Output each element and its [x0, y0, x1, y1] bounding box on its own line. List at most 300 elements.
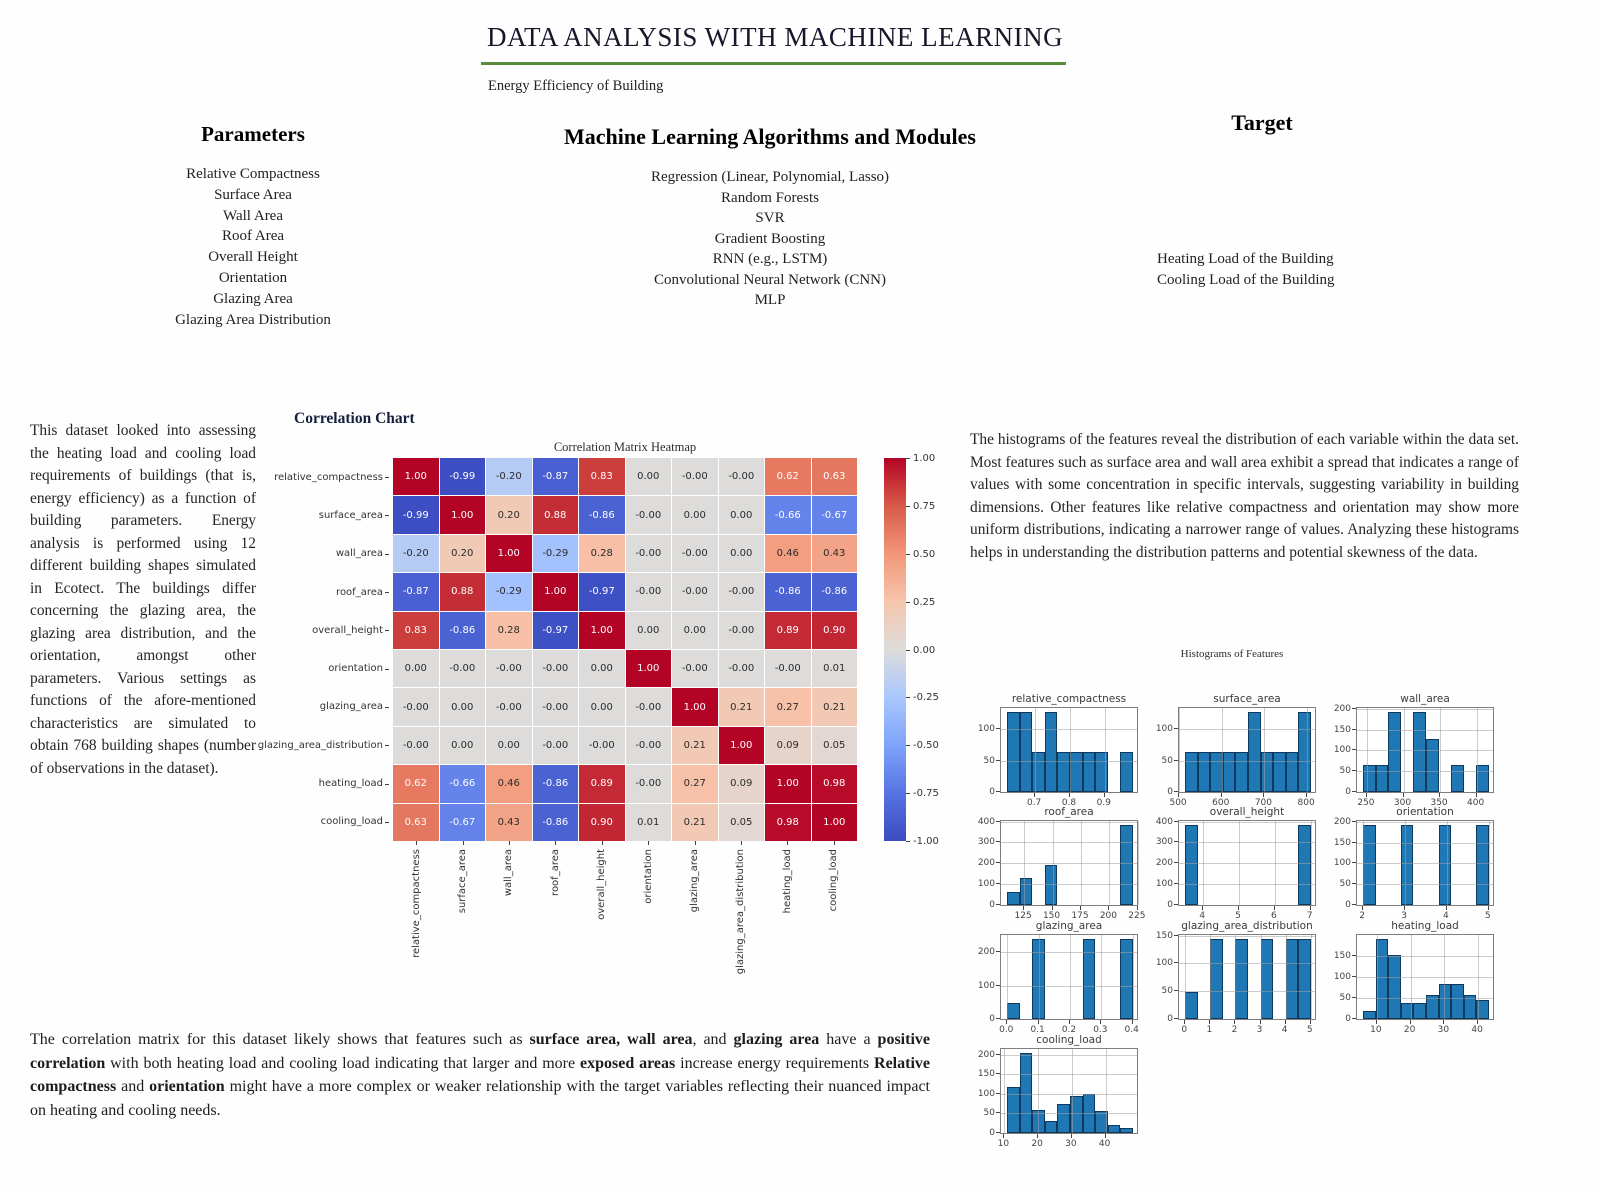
y-tick-label: 100 [1333, 858, 1351, 869]
gridline-vertical [1106, 1049, 1107, 1133]
axis-tick [1174, 883, 1178, 884]
heatmap-cell: -0.00 [719, 650, 765, 687]
x-tick-label: 225 [1128, 911, 1146, 921]
axis-tick [996, 985, 1000, 986]
gridline-horizontal [1357, 771, 1493, 772]
gridline-horizontal [1179, 991, 1315, 992]
axis-tick [1404, 906, 1405, 910]
axis-tick [996, 904, 1000, 905]
y-tick-label: 50 [1339, 879, 1351, 890]
heatmap-cell: -0.00 [440, 650, 486, 687]
histogram-bar [1007, 1003, 1020, 1019]
heatmap-cell: 0.43 [812, 535, 858, 572]
histogram-bar [1223, 752, 1236, 792]
histogram-bar [1120, 825, 1133, 905]
axis-tick [1477, 1020, 1478, 1024]
colorbar-tick [906, 841, 910, 842]
heatmap-cell: 0.21 [672, 804, 718, 841]
axis-tick [1238, 906, 1239, 910]
y-tick-label: 200 [977, 858, 995, 869]
axis-tick [1310, 1020, 1311, 1024]
heatmap-cell: -0.00 [765, 650, 811, 687]
x-tick-label: 5 [1235, 911, 1241, 921]
heatmap-cell: -0.97 [579, 573, 625, 610]
x-tick-label: 2 [1231, 1025, 1238, 1035]
histogram-bar [1020, 878, 1033, 905]
parameter-item: Glazing Area Distribution [175, 311, 331, 328]
y-tick-label: 0 [989, 787, 995, 797]
gridline-vertical [1133, 935, 1134, 1019]
histograms-figure [960, 640, 1598, 1194]
heatmap-cell: -0.20 [486, 458, 532, 495]
y-tick-label: 100 [1333, 972, 1351, 982]
x-tick-label: 1 [1206, 1025, 1213, 1035]
axis-tick [1104, 793, 1105, 797]
axis-tick [1071, 1134, 1072, 1138]
histogram-bar [1286, 939, 1299, 1019]
histogram-bar [1413, 712, 1426, 792]
axis-tick [1403, 793, 1404, 797]
x-tick-label: 600 [1212, 798, 1230, 808]
y-tick-label: 50 [1339, 766, 1351, 777]
heatmap-column-label-text: wall_area [503, 849, 515, 897]
axis-tick [1443, 1020, 1444, 1024]
heatmap-cell: 1.00 [626, 650, 672, 687]
axis-tick [385, 515, 389, 516]
heatmap-cell: 0.00 [486, 727, 532, 764]
heatmap-cell: 0.28 [486, 612, 532, 649]
gridline-horizontal [1179, 884, 1315, 885]
axis-tick [1174, 760, 1178, 761]
axis-tick [996, 791, 1000, 792]
gridline-horizontal [1179, 963, 1315, 964]
axis-tick [555, 841, 556, 845]
axis-tick [1310, 906, 1311, 910]
axis-tick [1410, 1020, 1411, 1024]
heatmap-cell: 0.05 [719, 804, 765, 841]
axis-tick [1003, 1134, 1004, 1138]
heatmap-cell: -0.00 [626, 765, 672, 802]
axis-tick [996, 862, 1000, 863]
colorbar-tick [906, 793, 910, 794]
histogram-bar [1261, 939, 1274, 1019]
x-tick-label: 200 [1099, 911, 1117, 921]
axis-tick [741, 841, 742, 845]
heatmap-cell: 1.00 [812, 804, 858, 841]
gridline-vertical [1447, 821, 1448, 905]
histogram-bar [1439, 825, 1452, 905]
gridline-vertical [1138, 821, 1139, 905]
x-tick-label: 0.8 [1061, 798, 1077, 808]
heatmap-column-label-text: roof_area [549, 849, 561, 896]
histogram-bar [1057, 1104, 1070, 1133]
heatmap-column-label [625, 849, 671, 994]
heatmap-cell: 0.05 [812, 727, 858, 764]
gridline-vertical [1109, 821, 1110, 905]
colorbar-tick [906, 602, 910, 603]
gridline-horizontal [1001, 1074, 1137, 1075]
y-tick-label: 200 [1333, 703, 1351, 714]
x-tick-label: 7 [1306, 911, 1313, 921]
histogram-bar [1413, 1003, 1426, 1019]
heatmap-cell: -0.67 [812, 496, 858, 533]
page-title: DATA ANALYSIS WITH MACHINE LEARNING [487, 22, 1064, 52]
gridline-vertical [1101, 935, 1102, 1019]
histogram-title: cooling_load [1036, 1034, 1102, 1046]
algorithm-item: RNN (e.g., LSTM) [712, 251, 828, 267]
heatmap-cell: -0.00 [533, 688, 579, 725]
heatmap-row-label: heating_load [318, 778, 383, 790]
gridline-vertical [1444, 935, 1445, 1019]
histogram-bar [1198, 752, 1211, 792]
histogram-bar [1286, 752, 1299, 792]
heatmap-row-label: glazing_area [319, 701, 383, 713]
axis-tick [1174, 962, 1178, 963]
histogram-plot [1356, 934, 1494, 1020]
heatmap-cell: 0.90 [812, 612, 858, 649]
heatmap-cell: 1.00 [440, 496, 486, 533]
y-tick-label: 0 [989, 1014, 995, 1024]
emphasized-text: exposed areas [580, 1054, 676, 1072]
histogram-plot [1356, 707, 1494, 793]
heatmap-cell: 0.63 [393, 804, 439, 841]
dataset-description: This dataset looked into assessing the heating load and cooling load requirements of buildings (that is, energy efficiency) as a function of building parameters. Energy analysis is performed using 12 different building shapes simulated in Ecotect. The buildings differ concerning the glazing area, the glazing area distribution, and the orientation, amongst other parameters. Various settings as functions of the afore-mentioned characteristics are simulated to obtain 768 building shapes (number of observations in the dataset). [30, 422, 256, 777]
histogram-bar [1120, 939, 1133, 1019]
gridline-vertical [1210, 935, 1211, 1019]
heatmap-row-label: orientation [328, 663, 383, 675]
histogram-plot [1178, 934, 1316, 1020]
histogram-bar [1108, 1125, 1121, 1133]
histogram-plot [1178, 820, 1316, 906]
gridline-vertical [1404, 708, 1405, 792]
body-text: and [116, 1078, 150, 1095]
heatmap-cell: 0.00 [719, 535, 765, 572]
axis-tick [996, 1018, 1000, 1019]
axis-tick [1023, 906, 1024, 910]
x-tick-label: 40 [1471, 1025, 1483, 1035]
algorithm-item: MLP [754, 292, 786, 308]
heatmap-cell: -0.66 [765, 496, 811, 533]
gridline-vertical [1035, 708, 1036, 792]
heatmap-cell: -0.00 [486, 688, 532, 725]
heatmap-cell: 0.98 [765, 804, 811, 841]
heatmap-cell: 0.01 [626, 804, 672, 841]
heatmap-cell: -0.00 [672, 458, 718, 495]
axis-tick [1174, 1018, 1178, 1019]
axis-tick [1476, 793, 1477, 797]
heatmap-colorbar [884, 458, 906, 841]
y-tick-label: 150 [1333, 837, 1351, 848]
x-tick-label: 4 [1199, 911, 1206, 921]
histogram-bar [1451, 765, 1464, 792]
axis-tick [996, 728, 1000, 729]
heatmap-cell: -0.00 [719, 612, 765, 649]
colorbar-tick [906, 745, 910, 746]
axis-tick [1108, 906, 1109, 910]
heatmap-cell: 1.00 [672, 688, 718, 725]
axis-tick [695, 841, 696, 845]
axis-tick [996, 1073, 1000, 1074]
axis-tick [1137, 906, 1138, 910]
x-tick-label: 400 [1467, 798, 1485, 808]
heatmap-column-label [579, 849, 625, 994]
algorithm-item: Regression (Linear, Polynomial, Lasso) [650, 169, 890, 185]
axis-tick [385, 669, 389, 670]
gridline-horizontal [1001, 884, 1137, 885]
x-tick-label: 2 [1359, 911, 1366, 921]
histogram-bar [1363, 765, 1376, 792]
histogram-bar [1185, 825, 1198, 905]
y-tick-label: 0 [1167, 900, 1173, 910]
x-tick-label: 500 [1169, 798, 1187, 808]
axis-tick [996, 951, 1000, 952]
y-tick-label: 0 [1167, 1014, 1173, 1024]
heatmap-row-label: cooling_load [320, 816, 383, 828]
axis-tick [1234, 1020, 1235, 1024]
heatmap-row-label: wall_area [335, 548, 383, 560]
heatmap-row-label: overall_height [312, 624, 383, 636]
histogram-bar [1298, 712, 1311, 792]
emphasized-text: orientation [149, 1078, 225, 1095]
x-tick-label: 0.7 [1026, 798, 1042, 808]
y-tick-label: 50 [983, 1108, 995, 1119]
heatmap-cell: 1.00 [486, 535, 532, 572]
histogram-title: surface_area [1213, 693, 1281, 705]
gridline-horizontal [1357, 709, 1493, 710]
x-tick-label: 0.9 [1096, 798, 1111, 808]
histogram-bar [1057, 752, 1070, 792]
colorbar-tick-label: -0.75 [913, 788, 939, 800]
heatmap-row-label: surface_area [318, 509, 383, 521]
colorbar-tick [906, 697, 910, 698]
histogram-bar [1007, 712, 1020, 792]
heatmap-cell: 1.00 [393, 458, 439, 495]
histogram-plot [1000, 820, 1138, 906]
heatmap-cell: 0.00 [393, 650, 439, 687]
axis-tick [996, 1112, 1000, 1113]
gridline-vertical [1367, 708, 1368, 792]
heatmap-row-label: glazing_area_distribution [257, 739, 383, 751]
x-tick-label: 0.3 [1093, 1025, 1108, 1035]
gridline-vertical [1405, 821, 1406, 905]
heatmap-column-label-text: orientation [642, 849, 654, 904]
gridline-vertical [1070, 708, 1071, 792]
gridline-horizontal [1357, 750, 1493, 751]
heatmap-cell: -0.00 [393, 688, 439, 725]
gridline-horizontal [1357, 730, 1493, 731]
heatmap-cell: -0.00 [626, 496, 672, 533]
colorbar-tick-label: -0.25 [913, 692, 939, 704]
heatmap-cell: 0.00 [579, 688, 625, 725]
heatmap-row-label: roof_area [336, 586, 383, 598]
histogram-bar [1248, 712, 1261, 792]
gridline-horizontal [1001, 729, 1137, 730]
heatmap-cell: 0.28 [579, 535, 625, 572]
heatmap-cell: -0.87 [393, 573, 439, 610]
histogram-bar [1261, 752, 1274, 792]
heatmap-column-label [811, 849, 857, 994]
axis-tick [834, 841, 835, 845]
axis-tick [1037, 1134, 1038, 1138]
gridline-vertical [1363, 821, 1364, 905]
colorbar-tick-label: 0.50 [913, 548, 936, 560]
heatmap-cell: 0.20 [440, 535, 486, 572]
histograms-title: Histograms of Features [1180, 648, 1284, 660]
axis-tick [602, 841, 603, 845]
algorithm-item: SVR [755, 210, 785, 226]
heatmap-cell: -0.00 [533, 727, 579, 764]
x-tick-label: 125 [1014, 911, 1032, 921]
gridline-vertical [1261, 935, 1262, 1019]
y-tick-label: 100 [977, 724, 995, 735]
heatmap-cell: 0.43 [486, 804, 532, 841]
heatmap-column-label-text: surface_area [457, 849, 469, 914]
histogram-bar [1426, 739, 1439, 792]
colorbar-tick [906, 554, 910, 555]
axis-tick [1100, 1020, 1101, 1024]
heatmap-cell: 0.21 [672, 727, 718, 764]
axis-tick [996, 841, 1000, 842]
axis-tick [1174, 821, 1178, 822]
gridline-horizontal [1001, 761, 1137, 762]
histogram-title: overall_height [1209, 806, 1285, 818]
axis-tick [1105, 1134, 1106, 1138]
heatmap-cell: -0.87 [533, 458, 579, 495]
histogram-title: heating_load [1391, 920, 1459, 932]
gridline-vertical [1311, 935, 1312, 1019]
axis-tick [1488, 906, 1489, 910]
heatmap-cell: 0.00 [626, 612, 672, 649]
parameter-item: Relative Compactness [186, 166, 320, 182]
parameters-heading: Parameters [201, 122, 305, 146]
heatmap-cell: 0.62 [393, 765, 439, 802]
x-tick-label: 4 [1443, 911, 1449, 921]
parameter-item: Roof Area [221, 228, 285, 245]
y-tick-label: 400 [977, 816, 995, 827]
histogram-bar [1298, 939, 1311, 1019]
heatmap-cell: -0.00 [719, 573, 765, 610]
axis-tick [1352, 770, 1356, 771]
axis-tick [385, 630, 389, 631]
axis-tick [1352, 791, 1356, 792]
axis-tick [1202, 906, 1203, 910]
x-tick-label: 6 [1271, 911, 1277, 921]
y-tick-label: 400 [1155, 816, 1173, 827]
heatmap-cell: 0.89 [579, 765, 625, 802]
heatmap-column-label-text: glazing_area [689, 849, 701, 913]
axis-tick [1209, 1020, 1210, 1024]
histogram-bar [1298, 825, 1311, 905]
y-tick-label: 100 [1155, 958, 1173, 969]
histogram-bar [1083, 939, 1096, 1019]
histogram-bar [1235, 939, 1248, 1019]
histogram-bar [1185, 752, 1198, 792]
axis-tick [648, 841, 649, 845]
heatmap-cell: 0.83 [579, 458, 625, 495]
axis-tick [1174, 990, 1178, 991]
heatmap-cell: -0.86 [765, 573, 811, 610]
y-tick-label: 100 [977, 1088, 995, 1099]
axis-tick [385, 784, 389, 785]
y-tick-label: 50 [1161, 755, 1173, 766]
gridline-vertical [1203, 821, 1204, 905]
histogram-plot [1000, 707, 1138, 793]
heatmap-cell: -0.86 [440, 612, 486, 649]
y-tick-label: 300 [977, 837, 995, 848]
correlation-heatmap-figure [240, 440, 940, 1000]
axis-tick [385, 707, 389, 708]
x-tick-label: 250 [1357, 798, 1375, 808]
gridline-vertical [1307, 708, 1308, 792]
correlation-conclusion [30, 1028, 930, 1122]
axis-tick [996, 883, 1000, 884]
histogram-title: roof_area [1044, 806, 1094, 818]
heatmap-grid [393, 458, 857, 841]
histogram-bar [1476, 765, 1489, 792]
gridline-vertical [1275, 821, 1276, 905]
heatmap-cell: -0.00 [533, 650, 579, 687]
gridline-vertical [1264, 708, 1265, 792]
algorithm-item: Gradient Boosting [714, 230, 826, 247]
axis-tick [1274, 906, 1275, 910]
heatmap-cell: 0.09 [719, 765, 765, 802]
histogram-bar [1210, 939, 1223, 1019]
parameter-item: Wall Area [222, 207, 283, 224]
body-text: have a [819, 1031, 878, 1048]
heatmap-cell: -0.00 [672, 573, 718, 610]
histogram-title: relative_compactness [1011, 693, 1127, 705]
histogram-bar [1185, 992, 1198, 1019]
gridline-vertical [1286, 935, 1287, 1019]
y-tick-label: 150 [1333, 724, 1351, 735]
heatmap-cell: -0.00 [486, 650, 532, 687]
emphasized-text: Relative compactness [30, 1054, 930, 1095]
x-tick-label: 800 [1297, 798, 1315, 808]
x-tick-label: 5 [1306, 1025, 1313, 1035]
axis-tick [1352, 997, 1356, 998]
heatmap-column-labels [393, 849, 857, 994]
gridline-horizontal [1357, 843, 1493, 844]
y-tick-label: 0 [1167, 787, 1173, 797]
y-tick-label: 200 [977, 1049, 995, 1060]
axis-tick [1376, 1020, 1377, 1024]
target-item: Cooling Load of the Building [1157, 272, 1335, 289]
heatmap-cell: 1.00 [533, 573, 579, 610]
x-tick-label: 20 [1403, 1025, 1416, 1035]
gridline-horizontal [1179, 729, 1315, 730]
axis-tick [1174, 841, 1178, 842]
algorithm-item: Convolutional Neural Network (CNN) [653, 271, 887, 288]
histogram-bar [1083, 752, 1096, 792]
axis-tick [1439, 793, 1440, 797]
heatmap-row-labels [240, 458, 389, 841]
gridline-horizontal [1001, 1094, 1137, 1095]
axis-tick [1174, 791, 1178, 792]
emphasized-text: positive correlation [30, 1031, 930, 1072]
heatmap-cell: -0.00 [672, 535, 718, 572]
gridline-vertical [1311, 821, 1312, 905]
axis-tick [1178, 793, 1179, 797]
heatmap-cell: -0.00 [626, 535, 672, 572]
gridline-vertical [1489, 821, 1490, 905]
heatmap-cell: 0.00 [626, 458, 672, 495]
parameter-item: Overall Height [208, 249, 298, 266]
gridline-vertical [1007, 935, 1008, 1019]
heatmap-cell: -0.00 [626, 727, 672, 764]
algorithm-item: Random Forests [721, 189, 819, 206]
y-tick-label: 50 [1339, 993, 1351, 1003]
heatmap-cell: 0.00 [719, 496, 765, 533]
